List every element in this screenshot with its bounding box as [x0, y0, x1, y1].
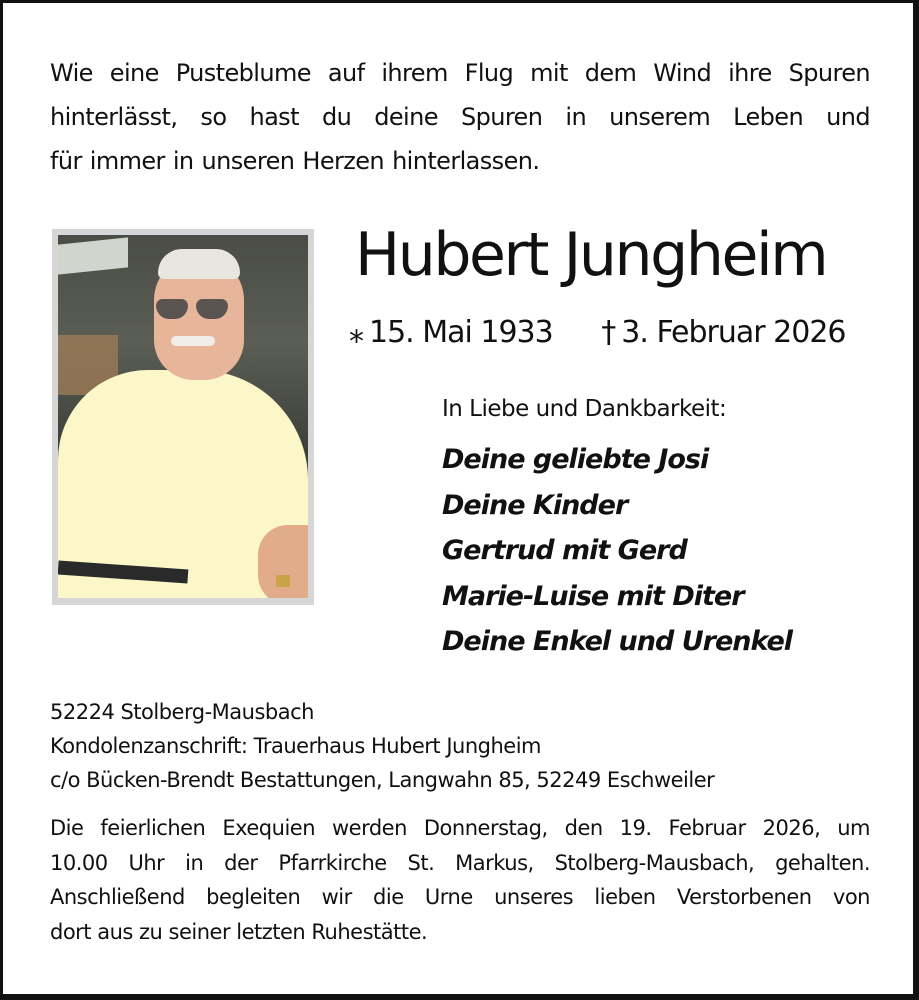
service-line: Anschließend begleiten wir die Urne unseres lieben Verstorbenen von [50, 885, 870, 909]
photo-arm [258, 525, 308, 598]
intro-line: für immer in unseren Herzen hinterlassen. [50, 147, 540, 175]
mourner-name: Marie-Luise mit Diter [442, 580, 744, 612]
condolence-address [50, 695, 714, 797]
death-cross-icon: † [601, 315, 616, 350]
mourner-name: Deine geliebte Josi [442, 444, 709, 475]
photo-hair [158, 249, 240, 279]
photo-watch [276, 575, 290, 587]
portrait-photo [58, 235, 308, 598]
mourners-intro: In Liebe und Dankbarkeit: [442, 396, 727, 422]
deceased-name: Hubert Jungheim [355, 220, 827, 290]
mourner-name: Deine Enkel und Urenkel [442, 626, 793, 657]
intro-poem [50, 51, 870, 183]
photo-mustache [171, 336, 215, 346]
address-line: c/o Bücken-Brendt Bestattungen, Langwahn 85, 52249 Eschweiler [50, 768, 715, 792]
mourner-name: Gertrud mit Gerd [442, 535, 687, 566]
birth-date-group [349, 311, 553, 355]
address-line: Kondolenzanschrift: Trauerhaus Hubert Jungheim [50, 734, 541, 758]
intro-line: hinterlässt, so hast du deine Spuren in unserem Leben und [50, 103, 870, 131]
intro-line: Wie eine Pusteblume auf ihrem Flug mit dem Wind ihre Spuren [50, 59, 870, 87]
service-line: Die feierlichen Exequien werden Donnerstag, den 19. Februar 2026, um [50, 816, 870, 840]
life-dates [349, 311, 846, 355]
birth-date: 15. Mai 1933 [369, 315, 553, 350]
portrait-photo-frame [52, 229, 314, 605]
service-line: 10.00 Uhr in der Pfarrkirche St. Markus, Stolberg-Mausbach, gehalten. [50, 850, 870, 875]
mourner-name: Deine Kinder [442, 489, 628, 521]
service-line: dort aus zu seiner letzten Ruhestätte. [50, 919, 428, 944]
photo-background-window [58, 237, 128, 274]
death-date-group [601, 311, 845, 355]
address-line: 52224 Stolberg-Mausbach [50, 700, 314, 724]
death-date: 3. Februar 2026 [621, 315, 846, 350]
funeral-service-info [50, 811, 870, 949]
birth-star-icon: ⁎ [349, 315, 363, 350]
mourners-list [442, 437, 792, 665]
